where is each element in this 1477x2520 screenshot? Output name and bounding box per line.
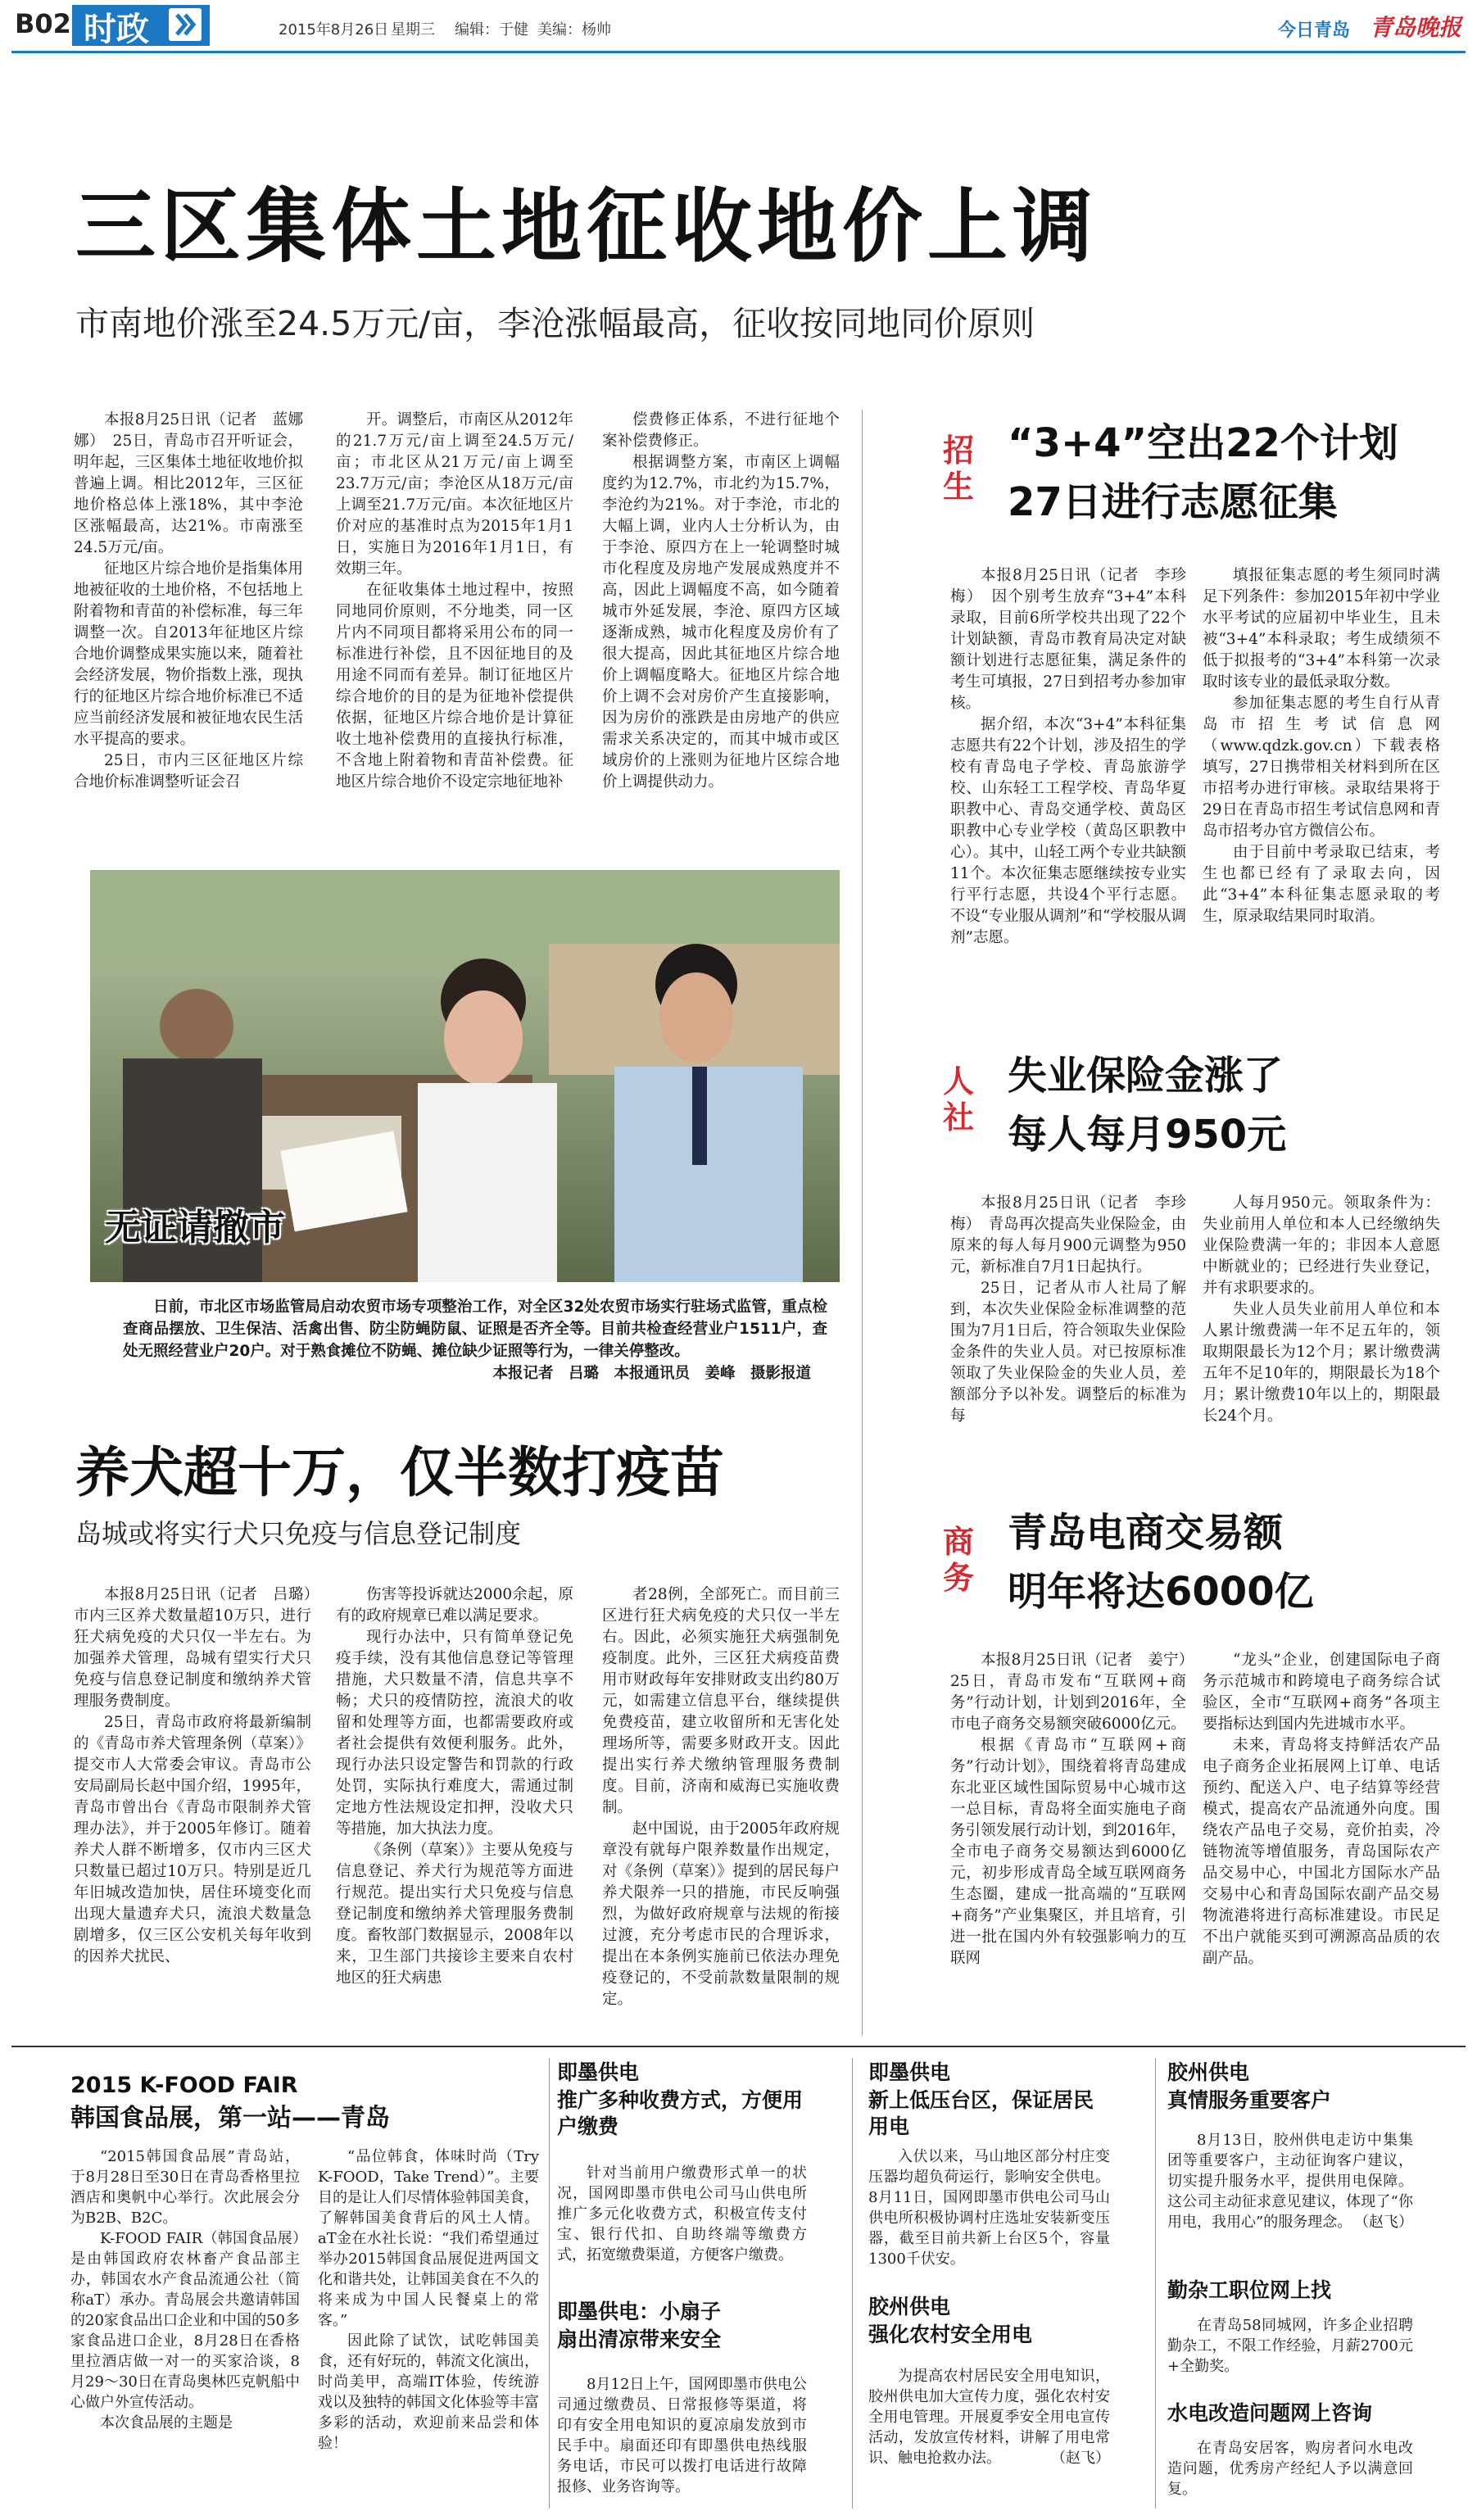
jimo2-head-2: 扇出清凉带来安全	[557, 2327, 722, 2351]
jimo3-body: 入伏以来，马山地区部分村庄变压器均超负荷运行，影响安全供电。8月11日，国网即墨市供电公司马山供电所积极协调村庄选址安装新变压器，截至目前共新上台区5个，容量1300千伏安。	[868, 2148, 1110, 2268]
paragraph: 者28例，全部死亡。而目前三区进行狂犬病免疫的犬只仅一半左右。因此，必须实施狂犬病强制免疫制度。此外，三区狂犬病疫苗费用市财政每年安排财政支出约80万元，如需建立信息平台，继续提供免费疫苗，建立收留所和无害化处理场所等，需要多财政开支。因此提出实行养犬缴纳管理服务费制度。目前，济南和威海已实施收费制。	[602, 1586, 840, 1816]
zhaosheng-title-1: “3+4”空出22个计划	[1008, 420, 1398, 466]
photo-overlay-text: 无证请撤市	[105, 1207, 285, 1249]
masthead-rule	[11, 51, 1466, 53]
dianshang-title-2: 明年将达6000亿	[1008, 1569, 1314, 1615]
qinzagong-title: 勤杂工职位网上找	[1167, 2278, 1332, 2302]
photo-caption: 日前，市北区市场监管局启动农贸市场专项整治工作，对全区32处农贸市场实行驻场式监管，重点检查商品摆放、卫生保洁、活禽出售、防尘防蝇防鼠、证照是否齐全等。目前共检查经营业户1511户，查处无照经营业户20户。对于熟食摊位不防蝇、摊位缺少证照等行为，一律关停整改。 本报记者 吕璐 本报通讯员 姜峰 摄影报道	[123, 1296, 827, 1385]
paragraph: 25日，记者从市人社局了解到，本次失业保险金标准调整的范围为7月1日后，符合领取失业保险金条件的失业人员。对已按原标准领取了失业保险金的失业人员，差额部分予以补发。调整后的标准为每	[950, 1280, 1186, 1425]
right-divider	[862, 410, 863, 2036]
section-tag-renshe: 人社	[942, 1063, 974, 1135]
dianshang-title-1: 青岛电商交易额	[1008, 1510, 1284, 1556]
jimo3-title: 新上低压台区，保证居民用电	[868, 2088, 1094, 2138]
paragraph: 未来，青岛将支持鲜活农产品电子商务企业拓展网上订单、电话预约、配送入户、电子结算等经营模式，提高农产品流通外向度。围绕农产品电子交易，竞价拍卖，冷链物流等增值服务，青岛国际农产品交易中心，中国北方国际水产品交易中心和青岛国际农副产品交易物流港将进行高标准建设。市民足不出户就能买到可溯源高品质的农副产品。	[1203, 1737, 1440, 1967]
jimo1-title: 推广多种收费方式，方便用户缴费	[557, 2088, 804, 2138]
paragraph: 25日，青岛市政府将最新编制的《青岛市养犬管理条例（草案）》提交市人大常委会审议。青岛市公安局副局长赵中国介绍，1995年，青岛市曾出台《青岛市限制养犬管理办法》，并于2005年修订。随着养犬人群不断增多，仅市内三区犬只数量已超过10万只。特别是近几年旧城改造加快，居住环境变化而出现大量遗弃犬只，流浪犬数量急剧增多，仅三区公安机关每年收到的因养犬扰民、	[74, 1714, 311, 1965]
page-number: B02	[15, 8, 71, 39]
dog-column-3	[602, 1584, 840, 2010]
zhaosheng-column-2	[1203, 565, 1440, 927]
bottom-divider-2	[852, 2058, 853, 2509]
lead-headline: 三区集体土地征收地价上调	[75, 180, 1099, 274]
dianshang-column-1	[950, 1650, 1202, 1969]
kfood-title-1: 2015 K-FOOD FAIR	[70, 2073, 298, 2098]
double-chevron-icon	[169, 8, 202, 41]
bottom-divider-3	[1155, 2058, 1156, 2509]
shiye-title-1: 失业保险金涨了	[1008, 1053, 1284, 1099]
kfood-column-2	[318, 2146, 539, 2454]
paragraph: 开。调整后，市南区从2012年的21.7万元/亩上调至24.5万元/亩；市北区从21万元/亩上调至23.7万元/亩；李沧区从18万元/亩上调至21.7万元/亩。本次征地区片价对应的基准时点为2015年1月1日，实施日为2016年1月1日，有效期三年。	[336, 411, 573, 578]
paragraph: 偿费修正体系，不进行征地个案补偿费修正。	[602, 411, 840, 450]
paragraph: 参加征集志愿的考生自行从青岛市招生考试信息网（www.qdzk.gov.cn）下载表格填写，27日携带相关材料到所在区市招考办进行审核。录取结果将于29日在青岛市招生考试信息网和青岛市招考办官方微信公布。	[1203, 695, 1440, 840]
jimo1-head: 即墨供电	[557, 2060, 640, 2084]
paragraph: 赵中国说，由于2005年政府规章没有就每户限养数量作出规定，对《条例（草案）》提到的居民每户养犬限养一只的措施，市民反响强烈，为做好政府规章与法规的衔接过渡，充分考虑市民的合理诉求，提出在本条例实施前已依法办理免疫登记的，不受前款数量限制的规定。	[602, 1820, 840, 2008]
paragraph: 《条例（草案）》主要从免疫与信息登记、养犬行为规范等方面进行规范。提出实行犬只免疫与信息登记制度和缴纳养犬管理服务费制度。畜牧部门数据显示，2008年以来，卫生部门共接诊主要来自农村地区的狂犬病患	[336, 1842, 573, 1987]
paragraph: 本报8月25日讯（记者 李珍梅） 青岛再次提高失业保险金，由原来的每人每月900元调整为950元，新标准自7月1日起执行。	[950, 1194, 1186, 1276]
paragraph: 填报征集志愿的考生须同时满足下列条件：参加2015年初中学业水平考试的应届初中毕业生，且未被“3+4”本科录取；考生成绩须不低于拟报考的“3+4”本科第一次录取时该专业的最低录取分数。	[1203, 567, 1440, 691]
bottom-divider-1	[549, 2058, 550, 2509]
paragraph: 本报8月25日讯（记者 姜宁） 25日，青岛市发布“互联网+商务”行动计划，计划到2016年，全市电子商务交易额突破6000亿元。	[950, 1652, 1202, 1733]
lead-subheadline: 市南地价涨至24.5万元/亩，李沧涨幅最高，征收按同地同价原则	[75, 304, 1035, 343]
dog-headline: 养犬超十万，仅半数打疫苗	[75, 1441, 724, 1504]
paragraph: “品位韩食，体味时尚（Try K-FOOD，Take Trend）”。主要目的是让人们尽情体验韩国美食，了解韩国美食背后的风土人情。aT金在水社长说：“我们希望通过举办2015韩国食品展促进两国文化和谐共处，让韩国美食在不久的将来成为中国人民餐桌上的常客。”	[318, 2148, 539, 2329]
lead-column-1	[74, 410, 303, 793]
shiye-column-1	[950, 1193, 1186, 1427]
section-tag-zhaosheng: 招生	[942, 433, 974, 505]
shuidian-title: 水电改造问题网上咨询	[1167, 2401, 1373, 2425]
jimo1-body: 针对当前用户缴费形式单一的状况，国网即墨市供电公司马山供电所推广多元化收费方式，积极宣传支付宝、银行代扣、自助终端等缴费方式，拓宽缴费渠道，方便客户缴费。	[557, 2164, 807, 2264]
paragraph: “2015韩国食品展”青岛站，于8月28日至30日在青岛香格里拉酒店和奥帆中心举行。次此展会分为B2B、B2C。	[70, 2148, 300, 2227]
market-photo	[90, 870, 840, 1282]
paragraph: 人每月950元。领取条件为：失业前用人单位和本人已经缴纳失业保险费满一年的；非因本人意愿中断就业的；已经进行失业登记，并有求职要求的。	[1203, 1194, 1440, 1297]
zhaosheng-title-2: 27日进行志愿征集	[1008, 479, 1338, 525]
paragraph: 在征收集体土地过程中，按照同地同价原则，不分地类，同一区片内不同项目都将采用公布的同一标准进行补偿，且不因征地目的及用途不同而有差异。制订征地区片综合地价的目的是为征地补偿提供依据，征地区片综合地价是计算征收土地补偿费用的直接执行标准，不含地上附着物和青苗补偿费。征地区片综合地价不设定宗地征地补	[336, 582, 573, 791]
paragraph: 本次食品展的主题是	[100, 2414, 233, 2432]
paragraph: 本报8月25日讯（记者 吕璐） 市内三区养犬数量超10万只，进行狂犬病免疫的犬只仅一半左右。为加强养犬管理，岛城有望实行犬只免疫与信息登记制度和缴纳养犬管理服务费制度。	[74, 1586, 327, 1710]
paragraph: 根据调整方案，市南区上调幅度约为12.7%，市北约为15.7%，李沧约为21%。对于李沧，市北的大幅上调，业内人士分析认为，由于李沧、原四方在上一轮调整时城市化程度及房地产发展成熟度并不高，因此上调幅度不高，如今随着城市外延发展，李沧、原四方区域逐渐成熟，城市化程度及房价有了很大提高，因此其征地区片综合地价上调幅度略大。征地区片综合地价上调不会对房价产生直接影响，因为房价的涨跌是由房地产的供应需求关系决定的，而其中城市或区域房价的上涨则为征地片区综合地价上调提供动力。	[602, 454, 840, 791]
paragraph: 25日，市内三区征地区片综合地价标准调整听证会召	[74, 752, 303, 791]
jiaozhou1-title: 强化农村安全用电	[868, 2323, 1033, 2346]
jiaozhou1-body: 为提高农村居民安全用电知识，胶州供电加大宣传力度，强化农村安全用电管理。开展夏季安全用电宣传活动，发放宣传材料，讲解了用电常识、触电抢救办法。 （赵飞）	[868, 2368, 1110, 2467]
paragraph: 本报8月25日讯（记者 李珍梅） 因个别考生放弃“3+4”本科录取，目前6所学校共出现了22个计划缺额，青岛市教育局决定对缺额计划进行志愿征集，满足条件的考生可填报，27日到招考办参加审核。	[950, 567, 1186, 712]
paragraph: 根据《青岛市“互联网+商务”行动计划》，围绕着将青岛建成东北亚区域性国际贸易中心城市这一总目标，青岛将全面实施电子商务引领发展行动计划，到2016年，全市电子商务交易额达到6000亿元，初步形成青岛全域互联网商务生态圈，建成一批高端的“互联网+商务”产业集聚区，并且培育，引进一批在国内外有较强影响力的互联网	[950, 1737, 1186, 1967]
jiaozhou2-title: 真情服务重要客户	[1167, 2088, 1332, 2112]
right-tag: 今日青岛	[1278, 20, 1351, 41]
dog-column-2	[336, 1584, 573, 1989]
jiaozhou2-head: 胶州供电	[1167, 2060, 1250, 2084]
bottom-strip-rule	[11, 2046, 1466, 2047]
jimo2-head-1: 即墨供电：小扇子	[557, 2300, 722, 2323]
kfood-column-1	[70, 2146, 300, 2433]
lead-column-3	[602, 410, 840, 793]
editor-credit: 编辑：于健	[455, 21, 528, 39]
dog-column-1	[74, 1584, 327, 1968]
paragraph: 据介绍，本次“3+4”本科征集志愿共有22个计划，涉及招生的学校有青岛电子学校、青岛旅游学校、山东轻工工程学校、青岛华夏职教中心、青岛交通学校、黄岛区职教中心专业学校（黄岛区职教中心）。其中，山轻工两个专业共缺额11个。本次征集志愿继续按专业实行平行志愿，共设4个平行志愿。不设“专业服从调剂”和“学校服从调剂”志愿。	[950, 716, 1186, 946]
dog-subheadline: 岛城或将实行犬只免疫与信息登记制度	[75, 1518, 522, 1549]
jiaozhou2-author: （赵飞）	[1354, 2214, 1413, 2231]
issue-weekday: 星期三	[391, 21, 435, 39]
jimo3-head: 即墨供电	[868, 2060, 951, 2084]
paragraph: K-FOOD FAIR（韩国食品展）是由韩国政府农林畜产食品部主办，韩国农水产食品流通公社（简称aT）承办。青岛展会共邀请韩国的20家食品出口企业和中国的50多家食品进口企业，8月28日在香格里拉酒店做一对一的买家洽谈，8月29～30日在青岛奥林匹克帆船中心做户外宣传活动。	[70, 2230, 300, 2411]
paragraph: 由于目前中考录取已结束，考生也都已经有了录取去向，因此“3+4”本科征集志愿录取的考生，原录取结果同时取消。	[1203, 844, 1440, 925]
jiaozhou2-body: 8月13日，胶州供电走访中集集团等重要客户，主动征询客户建议，切实提升服务水平，提供用电保障。这公司主动征求意见建议，体现了“你用电，我用心”的服务理念。 （赵飞）	[1167, 2132, 1413, 2231]
jiaozhou1-author: （赵飞）	[1051, 2450, 1110, 2467]
shiye-title-2: 每人每月950元	[1008, 1112, 1287, 1158]
paragraph: 本报8月25日讯（记者 蓝娜娜） 25日，青岛市召开听证会，明年起，三区集体土地征收地价拟普遍上调。相比2012年，三区征地价格总体上涨18%，其中李沧区涨幅最高，达21%。市南涨至24.5万元/亩。	[74, 411, 303, 556]
paragraph: 失业人员失业前用人单位和本人累计缴费满一年不足五年的，领取期限最长为12个月；累计缴费满五年不足10年的，期限最长为18个月；累计缴费10年以上的，期限最长24个月。	[1203, 1301, 1440, 1425]
designer-credit: 美编：杨帅	[537, 21, 611, 39]
kfood-title-2: 韩国食品展，第一站——青岛	[70, 2104, 390, 2132]
paragraph: 征地区片综合地价是指集体用地被征收的土地价格，不包括地上附着物和青苗的补偿标准，每三年调整一次。自2013年征地区片综合地价调整成果实施以来，随着社会经济发展，物价指数上涨，现执行的征地区片综合地价标准已不适应当前经济发展和被征地农民生活水平提高的要求。	[74, 560, 303, 748]
zhaosheng-column-1	[950, 565, 1186, 949]
photo-credit: 本报记者 吕璐 本报通讯员 姜峰 摄影报道	[492, 1365, 811, 1382]
section-tag-shangwu: 商务	[942, 1524, 974, 1596]
dianshang-column-2	[1203, 1650, 1440, 1969]
paragraph: 伤害等投诉就达2000余起，原有的政府规章已难以满足要求。	[336, 1586, 573, 1625]
masthead	[0, 0, 1477, 51]
issue-date: 2015年8月26日	[279, 21, 389, 39]
jimo2-body: 8月12日上午，国网即墨市供电公司通过缴费员、日常报修等渠道，将印有安全用电知识的夏凉扇发放到市民手中。扇面还印有即墨供电热线服务电话，市民可以拨打电话进行故障报修、业务咨询等。	[557, 2376, 807, 2495]
paragraph: 现行办法中，只有简单登记免疫手续，没有其他信息登记等管理措施，犬只数量不清，信息共享不畅；犬只的疫情防控，流浪犬的收留和处理等方面，也都需要政府或者社会提供有效便利服务。此外，现行办法只设定警告和罚款的行政处罚，实际执行难度大，需通过制定地方性法规设定扣押，没收犬只等措施，加大执法力度。	[336, 1629, 573, 1838]
paper-logo: 青岛晚报	[1370, 14, 1462, 41]
lead-column-2	[336, 410, 573, 793]
section-name: 时政	[84, 11, 149, 48]
shuidian-body: 在青岛安居客，购房者问水电改造问题，优秀房产经纪人予以满意回复。	[1167, 2440, 1413, 2498]
jiaozhou1-head: 胶州供电	[868, 2295, 951, 2318]
qinzagong-body: 在青岛58同城网，许多企业招聘勤杂工，不限工作经验，月薪2700元+全勤奖。	[1167, 2317, 1413, 2375]
paragraph: “龙头”企业，创建国际电子商务示范城市和跨境电子商务综合试验区，全市“互联网+商务”各项主要指标达到国内先进城市水平。	[1203, 1652, 1440, 1733]
shiye-column-2	[1203, 1193, 1440, 1427]
paragraph: 因此除了试饮，试吃韩国美食，还有好玩的，韩流文化演出，时尚美甲，高端IT体验，传统游戏以及独特的韩国文化体验等丰富多彩的活动，欢迎前来品尝和体验！	[318, 2332, 539, 2452]
